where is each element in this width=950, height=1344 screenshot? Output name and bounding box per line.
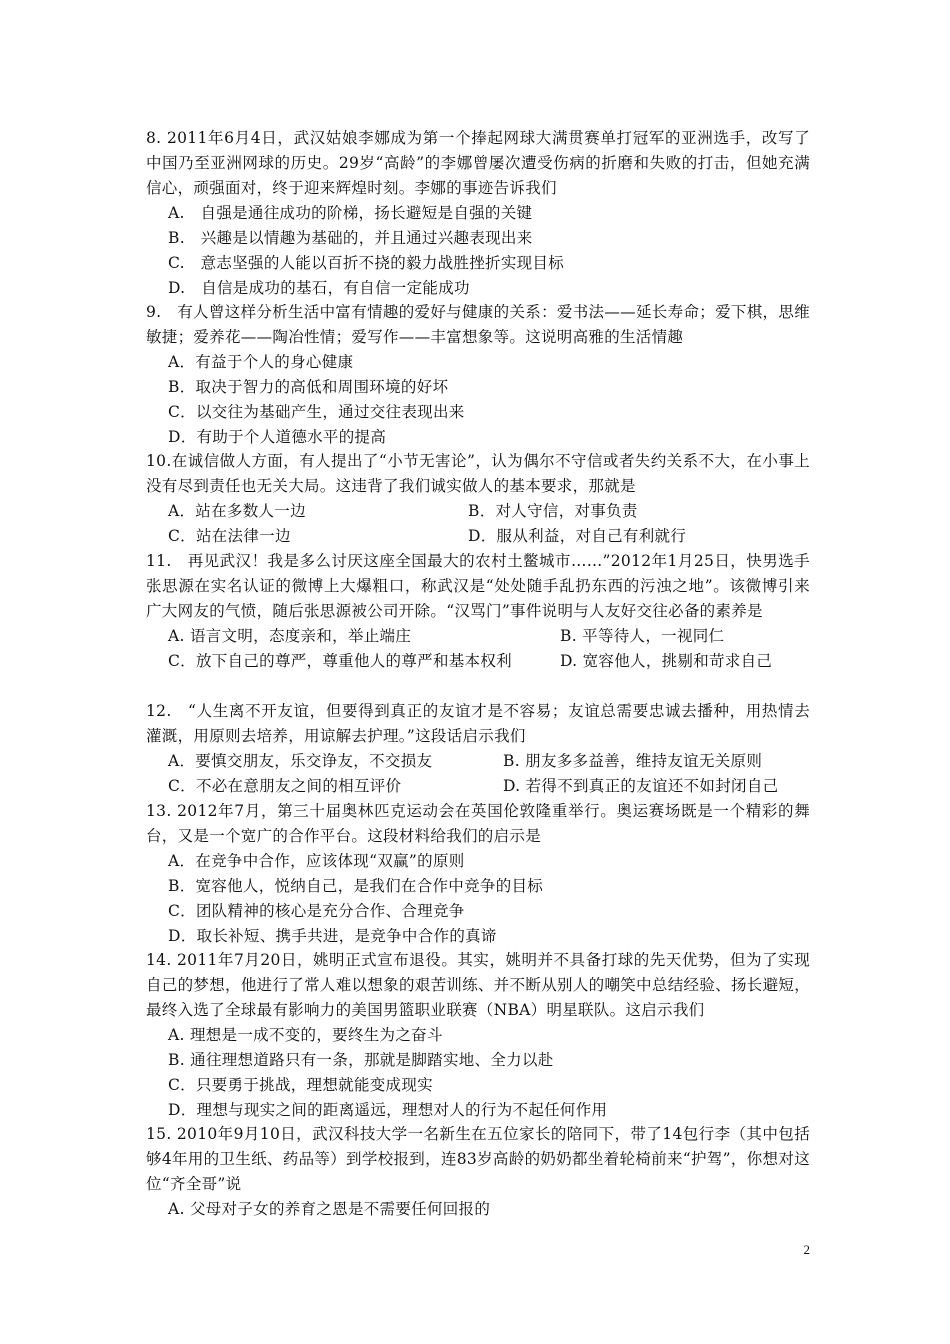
question-stem: 14. 2011年7月20日，姚明正式宣布退役。其实，姚明并不具备打球的先天优势，但为了实现自己的梦想，他进行了常人难以想象的艰苦训练、并不断从别人的嘲笑中总结经验、扬长避短，最终入选了全球最有影响力的美国男篮职业联赛（NBA）明星联队。这启示我们: [146, 951, 810, 1019]
option-a: A. 语言文明，态度亲和，举止端庄: [168, 627, 412, 645]
option-a: A．站在多数人一边: [168, 502, 306, 520]
option-row: [146, 649, 810, 674]
question-stem: 12. “人生离不开友谊，但要得到真正的友谊才是不容易；友谊总需要忠诚去播种，用热情去灌溉，用原则去培养，用谅解去护理。”这段话启示我们: [146, 702, 810, 745]
option-d: D．理想与现实之间的距离遥远，理想对人的行为不起任何作用: [168, 1101, 608, 1119]
question-13: [146, 799, 810, 949]
option-c: C．以交往为基础产生，通过交往表现出来: [168, 403, 465, 421]
option-row: [146, 624, 810, 649]
option-a: A. 父母对子女的养育之恩是不需要任何回报的: [168, 1200, 491, 1218]
question-12: [146, 699, 810, 799]
question-stem: 9. 有人曾这样分析生活中富有情趣的爱好与健康的关系：爱书法——延长寿命；爱下棋，思维敏捷；爱养花——陶冶性情；爱写作——丰富想象等。这说明高雅的生活情趣: [146, 303, 810, 346]
option-c: C．不必在意朋友之间的相互评价: [168, 777, 402, 795]
option-row: [146, 774, 810, 799]
option-row: [146, 499, 810, 524]
option-c: C．放下自己的尊严，尊重他人的尊严和基本权利: [168, 652, 512, 670]
option-a: A．要慎交朋友，乐交诤友，不交损友: [168, 752, 433, 770]
option-c: C. 意志坚强的人能以百折不挠的毅力战胜挫折实现目标: [168, 254, 565, 272]
option-row: [146, 749, 810, 774]
question-8: [146, 126, 810, 301]
option-a: A. 理想是一成不变的，要终生为之奋斗: [168, 1026, 443, 1044]
option-c: C．只要勇于挑战，理想就能变成现实: [168, 1076, 433, 1094]
option-b: B. 平等待人，一视同仁: [560, 627, 725, 645]
question-stem: 10.在诚信做人方面，有人提出了“小节无害论”，认为偶尔不守信或者失约关系不大，在小事上没有尽到责任也无关大局。这违背了我们诚实做人的基本要求，那就是: [146, 452, 810, 495]
option-b: B. 通往理想道路只有一条，那就是脚踏实地、全力以赴: [168, 1051, 554, 1069]
option-d: D. 自信是成功的基石，有自信一定能成功: [168, 279, 470, 297]
question-10: [146, 449, 810, 549]
option-b: B．宽容他人，悦纳自己，是我们在合作中竞争的目标: [168, 877, 544, 895]
question-stem: 11. 再见武汉！我是多么讨厌这座全国最大的农村土鳖城市……”2012年1月25日，快男选手张思源在实名认证的微博上大爆粗口，称武汉是“处处随手乱扔东西的污浊之地”。该微博引来广大网友的气愤，随后张思源被公司开除。“汉骂门”事件说明与人友好交往必备的素养是: [146, 552, 810, 620]
option-d: D. 若得不到真正的友谊还不如封闭自己: [503, 777, 779, 795]
option-d: D．取长补短、携手共进，是竞争中合作的真谛: [168, 927, 497, 945]
question-9: [146, 300, 810, 450]
question-stem: 15. 2010年9月10日，武汉科技大学一名新生在五位家长的陪同下，带了14包行李（其中包括够4年用的卫生纸、药品等）到学校报到，连83岁高龄的奶奶都坐着轮椅前来“护驾”，你想对这位“齐全哥”说: [146, 1125, 810, 1193]
question-stem: 8. 2011年6月4日，武汉姑娘李娜成为第一个捧起网球大满贯赛单打冠军的亚洲选手，改写了中国乃至亚洲网球的历史。29岁“高龄”的李娜曾屡次遭受伤病的折磨和失败的打击，但她充满信心，顽强面对，终于迎来辉煌时刻。李娜的事迹告诉我们: [146, 129, 810, 197]
option-b: B. 朋友多多益善，维持友谊无关原则: [503, 752, 763, 770]
option-b: B．取决于智力的高低和周围环境的好坏: [168, 378, 449, 396]
option-b: B．对人守信，对事负责: [468, 502, 638, 520]
question-14: [146, 948, 810, 1123]
option-c: C．站在法律一边: [168, 527, 291, 545]
option-row: [146, 524, 810, 549]
page-number: 2: [803, 1242, 810, 1257]
question-stem: 13. 2012年7月，第三十届奥林匹克运动会在英国伦敦隆重举行。奥运赛场既是一个精彩的舞台，又是一个宽广的合作平台。这段材料给我们的启示是: [146, 802, 810, 845]
option-c: C．团队精神的核心是充分合作、合理竞争: [168, 902, 465, 920]
option-d: D. 宽容他人，挑剔和苛求自己: [560, 652, 773, 670]
option-b: B. 兴趣是以情趣为基础的，并且通过兴趣表现出来: [168, 229, 533, 247]
option-a: A. 自强是通往成功的阶梯，扬长避短是自强的关键: [168, 204, 533, 222]
option-d: D．有助于个人道德水平的提高: [168, 428, 387, 446]
option-a: A．在竞争中合作，应该体现“双赢”的原则: [168, 852, 465, 870]
option-d: D．服从利益，对自己有利就行: [468, 527, 687, 545]
question-15: [146, 1122, 810, 1222]
question-11: [146, 549, 810, 674]
option-a: A．有益于个人的身心健康: [168, 353, 354, 371]
